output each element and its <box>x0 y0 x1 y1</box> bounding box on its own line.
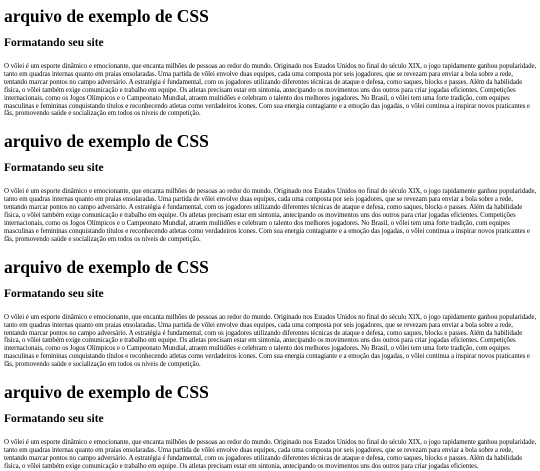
body-paragraph: O vôlei é um esporte dinâmico e emocionante, que encanta milhões de pessoas ao redor do mundo. Originado nos Estados Unidos no final do século XIX, o jogo rapidamente ganhou popularidade, tanto em quadras internas quanto em praias ensolaradas. Uma partida de vôlei envolve duas equipes, cada uma composta por seis jogadores, que se revezam para enviar a bola sobre a rede, tentando marcar pontos no campo adversário. A estratégia é fundamental, com os jogadores utilizando diferentes técnicas de ataque e defesa, como saques, blocks e passes. Além da habilidade física, o vôlei também exige comunicação e trabalho em equipe. Os atletas precisam estar em sintonia, antecipando os movimentos uns dos outros para criar jogadas eficientes. <box>4 439 537 470</box>
body-paragraph: O vôlei é um esporte dinâmico e emocionante, que encanta milhões de pessoas ao redor do mundo. Originado nos Estados Unidos no final do século XIX, o jogo rapidamente ganhou popularidade, tanto em quadras internas quanto em praias ensolaradas. Uma partida de vôlei envolve duas equipes, cada uma composta por seis jogadores, que se revezam para enviar a bola sobre a rede, tentando marcar pontos no campo adversário. A estratégia é fundamental, com os jogadores utilizando diferentes técnicas de ataque e defesa, como saques, blocks e passes. Além da habilidade física, o vôlei também exige comunicação e trabalho em equipe. Os atletas precisam estar em sintonia, antecipando os movimentos uns dos outros para criar jogadas eficientes. Competições internacionais, como os Jogos Olímpicos e o Campeonato Mundial, atraem multidões e celebram o talento dos melhores jogadores. No Brasil, o vôlei tem uma forte tradição, com equipes masculinas e femininas conquistando títulos e reconhecendo atletas como verdadeiros ícones. Com sua energia contagiante e a emoção das jogadas, o vôlei continua a inspirar novos praticantes e fãs, promovendo saúde e socialização em todos os níveis de competição. <box>4 188 537 243</box>
page-title: arquivo de exemplo de CSS <box>4 6 209 26</box>
section-subtitle: Formatando seu site <box>4 287 104 300</box>
section-subtitle: Formatando seu site <box>4 413 104 426</box>
body-paragraph: O vôlei é um esporte dinâmico e emocionante, que encanta milhões de pessoas ao redor do mundo. Originado nos Estados Unidos no final do século XIX, o jogo rapidamente ganhou popularidade, tanto em quadras internas quanto em praias ensolaradas. Uma partida de vôlei envolve duas equipes, cada uma composta por seis jogadores, que se revezam para enviar a bola sobre a rede, tentando marcar pontos no campo adversário. A estratégia é fundamental, com os jogadores utilizando diferentes técnicas de ataque e defesa, como saques, blocks e passes. Além da habilidade física, o vôlei também exige comunicação e trabalho em equipe. Os atletas precisam estar em sintonia, antecipando os movimentos uns dos outros para criar jogadas eficientes. Competições internacionais, como os Jogos Olímpicos e o Campeonato Mundial, atraem multidões e celebram o talento dos melhores jogadores. No Brasil, o vôlei tem uma forte tradição, com equipes masculinas e femininas conquistando títulos e reconhecendo atletas como verdadeiros ícones. Com sua energia contagiante e a emoção das jogadas, o vôlei continua a inspirar novos praticantes e fãs, promovendo saúde e socialização em todos os níveis de competição. <box>4 313 537 369</box>
content-section <box>4 131 537 243</box>
section-subtitle: Formatando seu site <box>4 37 104 49</box>
content-section <box>4 257 537 369</box>
content-section <box>4 382 537 471</box>
content-section <box>4 6 537 118</box>
section-subtitle: Formatando seu site <box>4 162 104 175</box>
page-title: arquivo de exemplo de CSS <box>4 131 209 152</box>
page-title: arquivo de exemplo de CSS <box>4 382 209 403</box>
page-content <box>0 6 540 471</box>
body-paragraph: O vôlei é um esporte dinâmico e emocionante, que encanta milhões de pessoas ao redor do mundo. Originado nos Estados Unidos no final do século XIX, o jogo rapidamente ganhou popularidade, tanto em quadras internas quanto em praias ensolaradas. Uma partida de vôlei envolve duas equipes, cada uma composta por seis jogadores, que se revezam para enviar a bola sobre a rede, tentando marcar pontos no campo adversário. A estratégia é fundamental, com os jogadores utilizando diferentes técnicas de ataque e defesa, como saques, blocks e passes. Além da habilidade física, o vôlei também exige comunicação e trabalho em equipe. Os atletas precisam estar em sintonia, antecipando os movimentos uns dos outros para criar jogadas eficientes. Competições internacionais, como os Jogos Olímpicos e o Campeonato Mundial, atraem multidões e celebram o talento dos melhores jogadores. No Brasil, o vôlei tem uma forte tradição, com equipes masculinas e femininas conquistando títulos e reconhecendo atletas como verdadeiros ícones. Com sua energia contagiante e a emoção das jogadas, o vôlei continua a inspirar novos praticantes e fãs, promovendo saúde e socialização em todos os níveis de competição. <box>4 63 537 118</box>
page-title: arquivo de exemplo de CSS <box>4 256 209 277</box>
